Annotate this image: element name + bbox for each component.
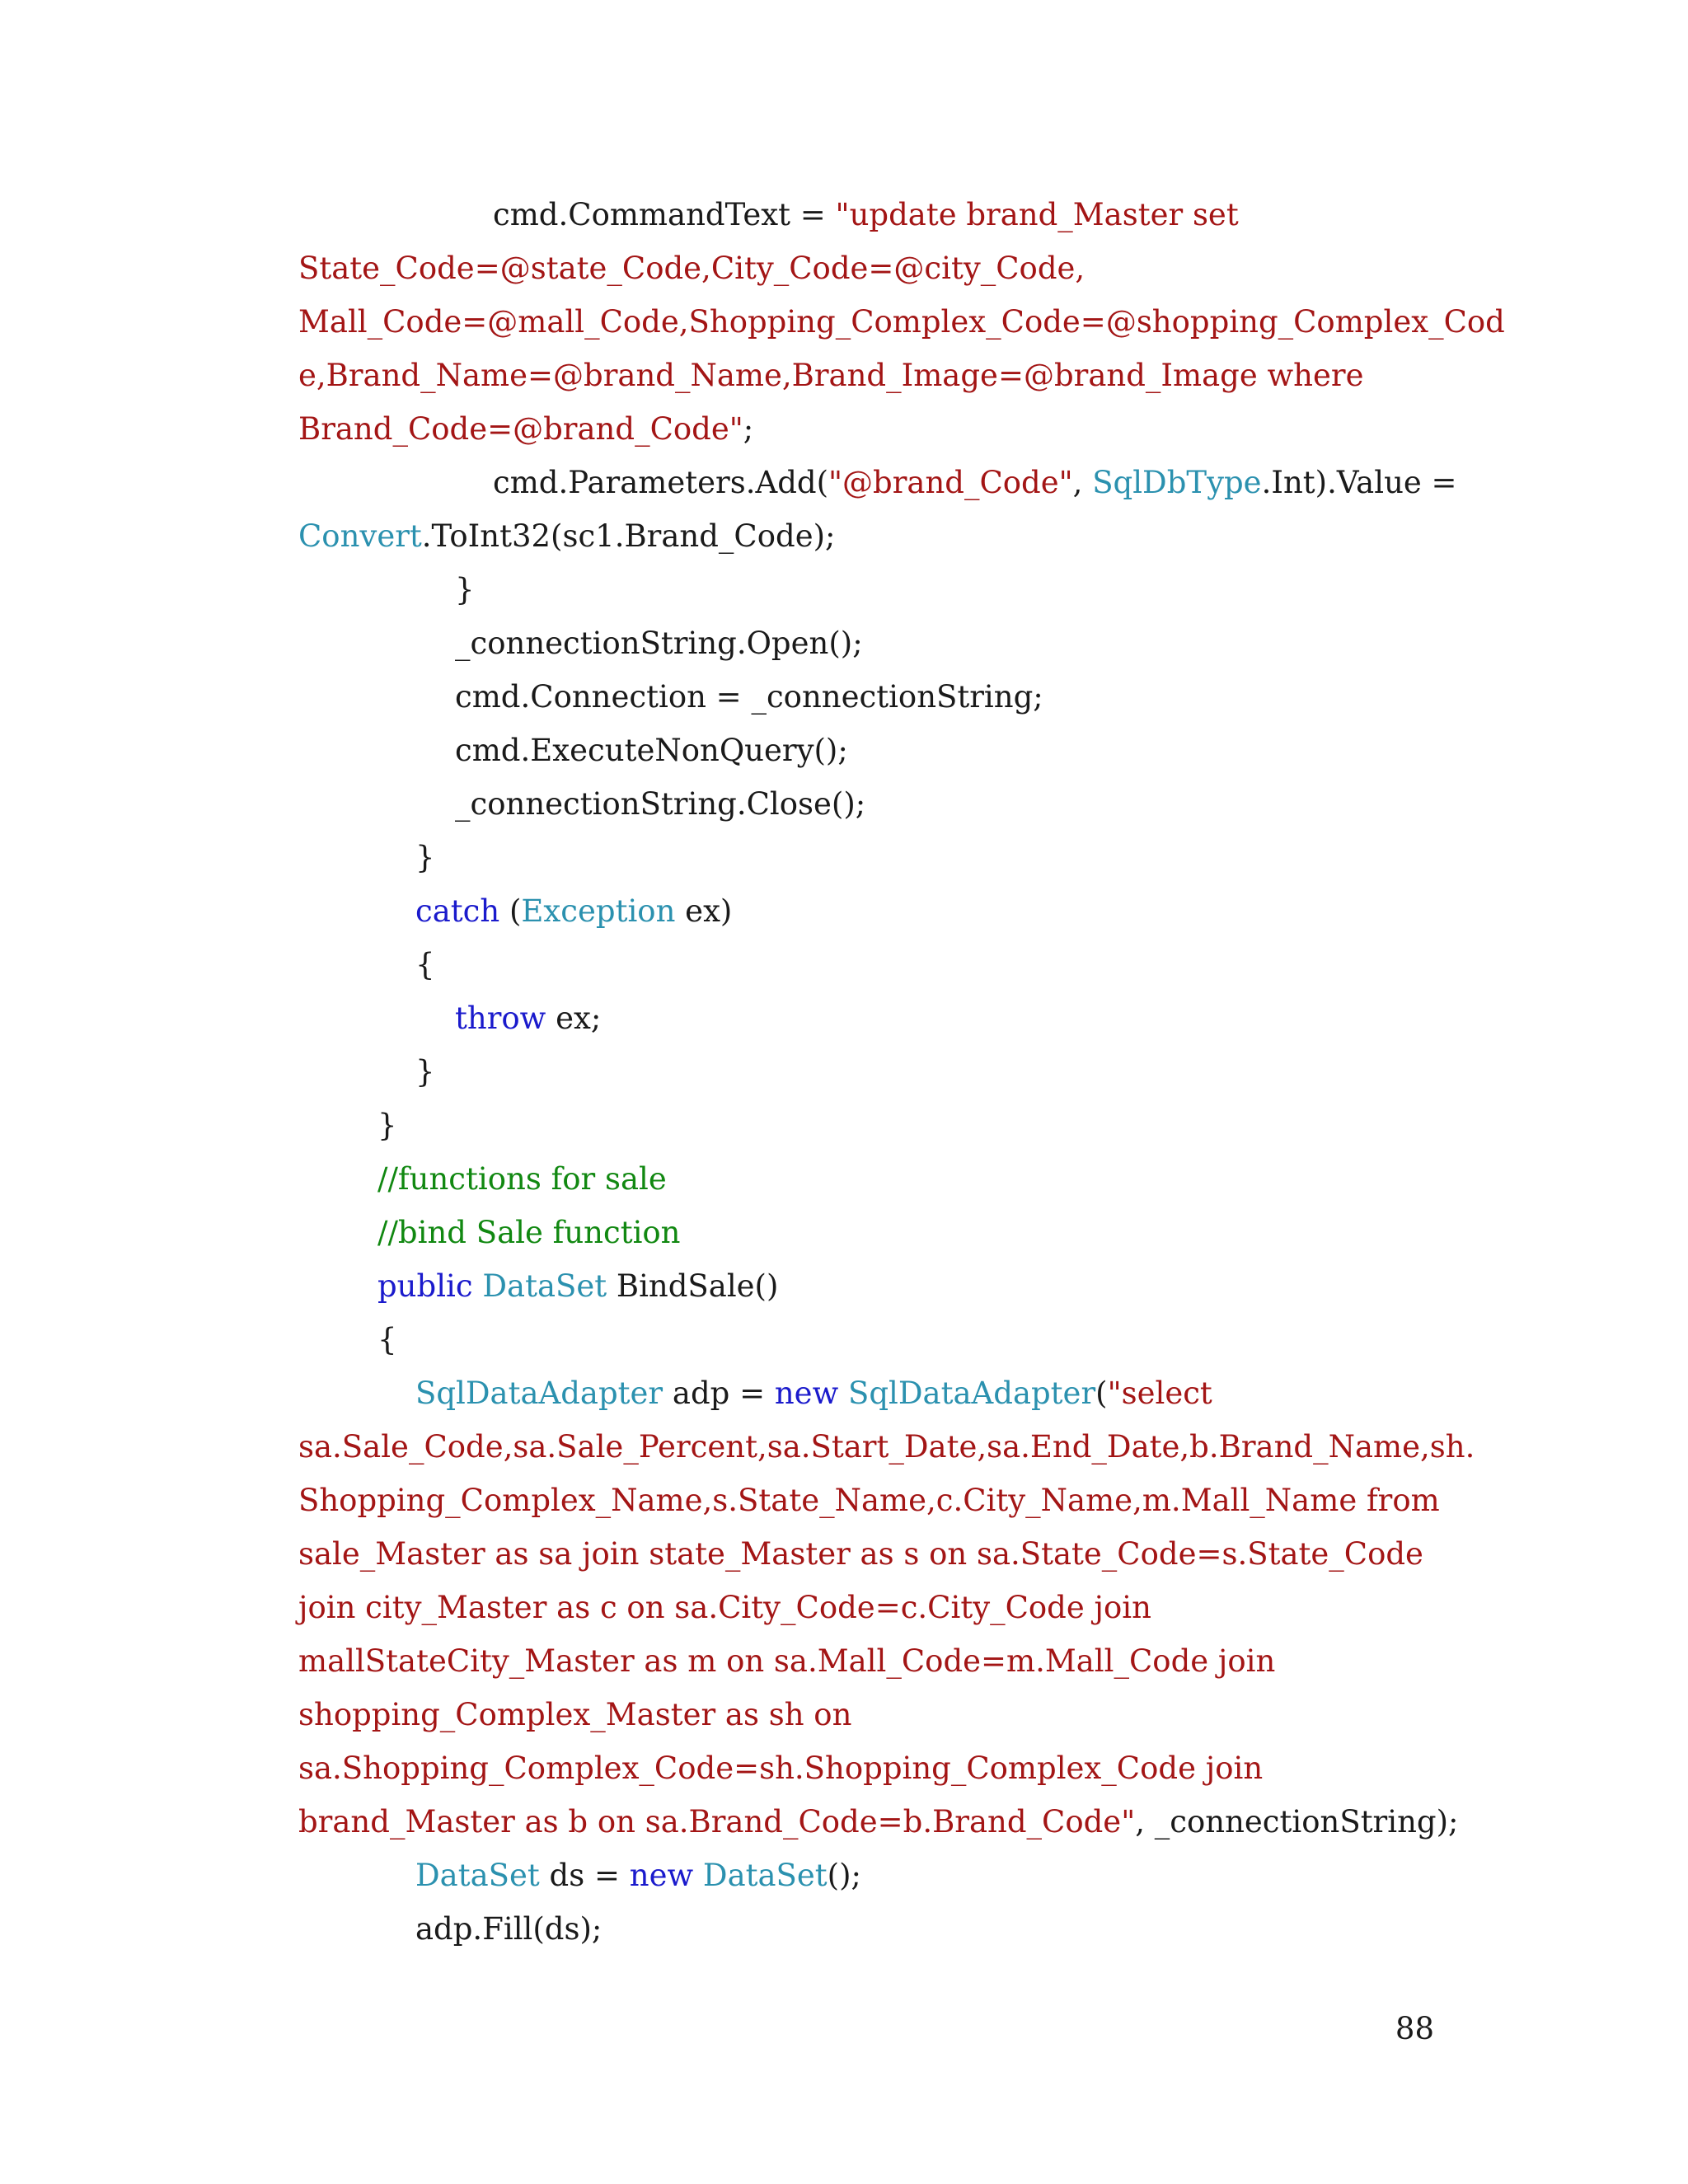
code-line (298, 991, 1444, 1045)
code-line (298, 1099, 1444, 1152)
code-line (298, 295, 1505, 349)
code-text-token: ds = (539, 1858, 630, 1893)
code-text-token: ; (743, 411, 754, 447)
code-line (298, 1420, 1475, 1474)
code-line (298, 402, 1444, 456)
code-line (298, 1795, 1459, 1849)
code-line (298, 1581, 1444, 1634)
code-line (298, 1206, 1444, 1259)
code-line (298, 349, 1444, 402)
code-line (298, 1366, 1444, 1420)
string-literal-token: sa.Shopping_Complex_Code=sh.Shopping_Complex_Code join (298, 1750, 1264, 1786)
string-literal-token: join city_Master as c on sa.City_Code=c.City_Code join (298, 1590, 1151, 1625)
keyword-token: throw (455, 1001, 546, 1036)
code-listing (298, 188, 1505, 1956)
code-line (298, 1313, 1444, 1366)
string-literal-token: sale_Master as sa join state_Master as s on sa.State_Code=s.State_Code (298, 1536, 1423, 1572)
code-text-token: ( (499, 893, 522, 929)
type-name-token: DataSet (702, 1858, 828, 1893)
code-line (298, 1152, 1444, 1206)
code-line (298, 1259, 1444, 1313)
type-name-token: DataSet (482, 1268, 607, 1304)
code-text-token: .ToInt32(sc1.Brand_Code); (421, 518, 836, 554)
code-text-token: .Int).Value = (1261, 465, 1457, 500)
code-text-token (473, 1268, 483, 1304)
string-literal-token: mallStateCity_Master as m on sa.Mall_Code=m.Mall_Code join (298, 1643, 1276, 1679)
comment-token: //bind Sale function (377, 1215, 681, 1250)
code-text-token: ex) (675, 893, 733, 929)
code-text-token (693, 1858, 703, 1893)
code-text-token: } (415, 840, 435, 875)
code-line (298, 1474, 1444, 1527)
code-line (298, 724, 1444, 777)
code-text-token: { (377, 1322, 397, 1357)
code-line (298, 1741, 1444, 1795)
page-number: 88 (1395, 2011, 1434, 2046)
type-name-token: SqlDataAdapter (415, 1376, 663, 1411)
code-line (298, 1045, 1444, 1099)
code-text-token (838, 1376, 848, 1411)
code-line (298, 777, 1444, 831)
code-text-token: BindSale() (607, 1268, 779, 1304)
string-literal-token: shopping_Complex_Master as sh on (298, 1697, 852, 1732)
string-literal-token: e,Brand_Name=@brand_Name,Brand_Image=@brand_Image where (298, 358, 1364, 393)
code-line (298, 509, 1444, 563)
code-line (298, 563, 1444, 616)
code-text-token: } (455, 572, 475, 607)
string-literal-token: "select (1107, 1376, 1212, 1411)
string-literal-token: Mall_Code=@mall_Code,Shopping_Complex_Code=@shopping_Complex_Cod (298, 304, 1505, 340)
code-line (298, 456, 1457, 509)
code-text-token: _connectionString.Close(); (455, 786, 866, 822)
string-literal-token: Shopping_Complex_Name,s.State_Name,c.City_Name,m.Mall_Name from (298, 1483, 1440, 1518)
code-line (298, 938, 1444, 991)
code-text-token: cmd.ExecuteNonQuery(); (455, 733, 848, 768)
code-line (298, 831, 1444, 884)
code-line (298, 1849, 1444, 1902)
type-name-token: SqlDbType (1092, 465, 1262, 500)
code-text-token: cmd.CommandText = (493, 197, 836, 232)
code-line (298, 670, 1444, 724)
code-line (298, 1688, 1444, 1741)
code-line (298, 1634, 1444, 1688)
code-text-token: { (415, 947, 435, 982)
keyword-token: new (774, 1376, 839, 1411)
code-text-token: cmd.Connection = _connectionString; (455, 679, 1043, 715)
type-name-token: SqlDataAdapter (848, 1376, 1096, 1411)
type-name-token: Convert (298, 518, 422, 554)
string-literal-token: State_Code=@state_Code,City_Code=@city_Code, (298, 251, 1085, 286)
string-literal-token: sa.Sale_Code,sa.Sale_Percent,sa.Start_Date,sa.End_Date,b.Brand_Name,sh. (298, 1429, 1475, 1465)
code-text-token: adp.Fill(ds); (415, 1911, 603, 1947)
keyword-token: public (377, 1268, 473, 1304)
keyword-token: catch (415, 893, 500, 929)
code-text-token: ( (1095, 1376, 1108, 1411)
string-literal-token: "@brand_Code" (828, 465, 1073, 500)
code-text-token: cmd.Parameters.Add( (493, 465, 828, 500)
keyword-token: new (629, 1858, 694, 1893)
code-line (298, 616, 1444, 670)
code-line (298, 188, 1444, 241)
type-name-token: Exception (521, 893, 676, 929)
code-text-token: ex; (546, 1001, 602, 1036)
code-text-token: adp = (663, 1376, 775, 1411)
comment-token: //functions for sale (377, 1161, 667, 1197)
code-text-token: } (415, 1054, 435, 1090)
code-line (298, 1527, 1444, 1581)
code-text-token: , _connectionString); (1135, 1804, 1459, 1840)
code-text-token: , (1072, 465, 1093, 500)
code-text-token: _connectionString.Open(); (455, 626, 863, 661)
string-literal-token: brand_Master as b on sa.Brand_Code=b.Brand_Code" (298, 1804, 1136, 1840)
type-name-token: DataSet (415, 1858, 540, 1893)
code-line (298, 884, 1444, 938)
code-line (298, 1902, 1444, 1956)
code-text-token: (); (827, 1858, 862, 1893)
string-literal-token: "update brand_Master set (835, 197, 1239, 232)
code-text-token: } (377, 1108, 397, 1143)
code-line (298, 241, 1444, 295)
string-literal-token: Brand_Code=@brand_Code" (298, 411, 743, 447)
